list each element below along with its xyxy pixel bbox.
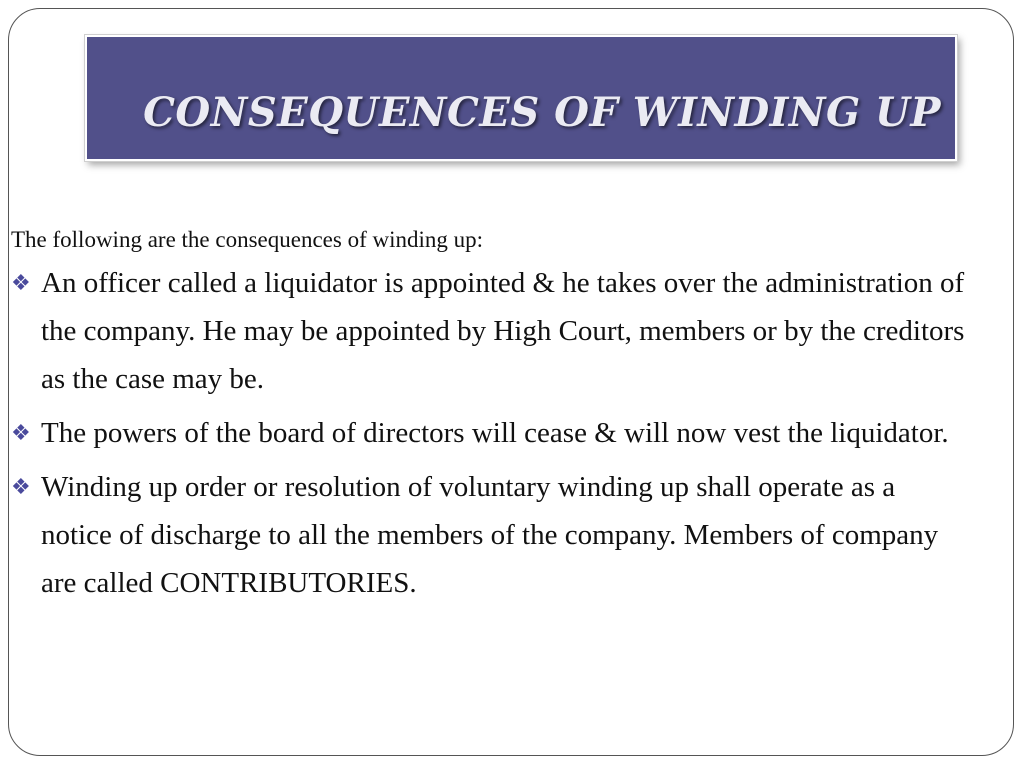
title-banner [85,35,957,161]
slide-title: CONSEQUENCES OF WINDING UP [143,89,941,136]
content-area [11,222,971,613]
bullet-text: The powers of the board of directors will cease & will now vest the liquidator. [41,417,949,449]
bullet-text: Winding up order or resolution of voluntary winding up shall operate as a notice of discharge to all the members of the company. Members of company are called CONTRIBUTORIES. [41,471,939,599]
diamond-ornament-icon: ❖ [11,474,31,499]
intro-text: The following are the consequences of winding up: [11,227,484,252]
bullet-list [11,259,971,607]
list-item [11,409,971,457]
diamond-ornament-icon: ❖ [11,270,31,295]
list-item [11,463,971,607]
bullet-text: An officer called a liquidator is appointed & he takes over the administration of the company. He may be appointed by High Court, members or by the creditors as the case may be. [41,267,965,395]
list-item [11,259,971,403]
diamond-ornament-icon: ❖ [11,420,31,445]
